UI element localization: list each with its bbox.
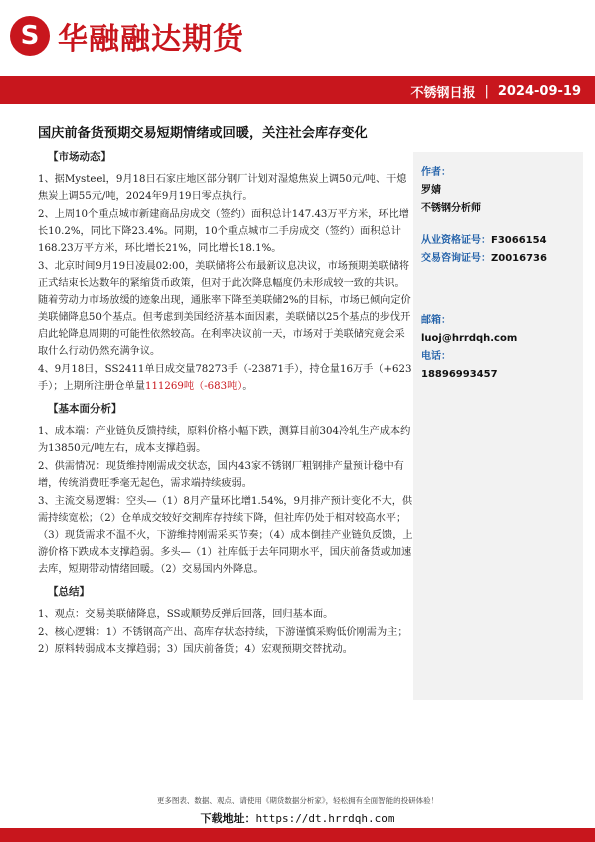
- market-item-3: 3、北京时间9月19日凌晨02:00，美联储将公布最新议息决议，市场预期美联储将正式结束长达数年的紧缩货币政策，但对于此次降息幅度仍未形成较一致的共识。随着劳动力市场放缓的迹象出现，通胀率下降至美联储2%的目标，市场已倾向定价美联储降息50个基点。但考虑到美国经济基本面因素，美联储以25个基点的步伐开启此轮降息周期的可能性依然较高。在利率决议前一天，市场对于美联储究竟会采取什么行动仍然充满争议。: [38, 261, 411, 357]
- market-item-4-prefix: 4、9月18日，SS2411单日成交量78273手（-23871手），持仓量16万手（+623手）；上期所注册仓单量: [38, 364, 412, 392]
- report-title: 国庆前备货预期交易短期情绪或回暖，关注社会库存变化: [38, 126, 368, 141]
- report-date: 2024-09-19: [497, 84, 581, 99]
- license-number: F3066154: [491, 235, 547, 246]
- license-label: 从业资格证号：: [421, 235, 491, 246]
- author-name: 罗婧: [421, 185, 441, 196]
- phone-label: 电话：: [421, 351, 451, 362]
- author-sidebar: [413, 152, 583, 700]
- consult-label: 交易咨询证号：: [421, 253, 491, 264]
- warehouse-receipt-highlight: 111269吨（-683吨）: [144, 381, 243, 392]
- summary-item-2: 2、核心逻辑：1）不锈钢高产出、高库存状态持续，下游谨慎采购低价刚需为主；2）原料转弱成本支撑趋弱；3）国庆前备货；4）宏观预期交替扰动。: [38, 627, 408, 655]
- section-heading-fundamental: 【基本面分析】: [48, 403, 122, 415]
- main-content: [38, 148, 413, 659]
- footer-note: 更多图表、数据、观点、请使用《期货数据分析家》，轻松拥有全面智能的投研体验！: [156, 796, 439, 805]
- fundamental-item-2: 2、供需情况：现货维持刚需成交状态，国内43家不锈钢厂粗钢排产量预计稳中有增，传统消费旺季毫无起色，需求端持续疲弱。: [38, 461, 404, 489]
- market-item-4: [38, 361, 413, 395]
- market-item-2: 2、上周10个重点城市新建商品房成交（签约）面积总计147.43万平方米，环比增长10.2%，同比下降23.4%。同期，10个重点城市二手房成交（签约）面积总计168.23万平方米，环比增长21%，同比增长18.1%。: [38, 209, 409, 254]
- phone-number: 18896993457: [421, 369, 498, 380]
- consult-number: Z0016736: [491, 253, 547, 264]
- section-heading-summary: 【总结】: [48, 586, 90, 598]
- author-title: 不锈钢分析师: [421, 203, 481, 214]
- license-row: [421, 232, 583, 250]
- report-type: 不锈钢日报: [410, 86, 476, 101]
- market-item-4-suffix: 。: [242, 381, 253, 392]
- footer-bar: [0, 828, 595, 842]
- banner-separator: |: [484, 84, 489, 99]
- fundamental-item-3: 3、主流交易逻辑：空头—（1）8月产量环比增1.54%，9月排产预计变化不大，供需持续宽松；（2）仓单成交较好交割库存持续下降，但社库仍处于相对较高水平；（3）现货需求不温不火，下游维持刚需采买节奏；（4）成本倒挂产业链负反馈，上游价格下跌成本支撑趋弱。多头—（1）社库低于去年同期水平，国庆前备货或加速去库，短期带动情绪回暖。（2）交易国内外降息。: [38, 496, 413, 575]
- download-label: 下载地址：: [200, 812, 256, 825]
- email-link[interactable]: luoj@hrrdqh.com: [421, 333, 518, 344]
- summary-item-1: 1、观点：交易美联储降息，SS或顺势反弹后回落，回归基本面。: [38, 609, 334, 620]
- author-label: 作者：: [421, 167, 451, 178]
- footer-download: [0, 810, 595, 826]
- section-heading-market: 【市场动态】: [48, 151, 111, 163]
- consult-row: [421, 250, 583, 268]
- market-item-1: 1、据Mysteel，9月18日石家庄地区部分钢厂计划对湿熄焦炭上调50元/吨、干熄焦炭上调55元/吨，2024年9月19日零点执行。: [38, 174, 407, 202]
- download-link[interactable]: https://dt.hrrdqh.com: [255, 811, 395, 825]
- fundamental-item-1: 1、成本端：产业链负反馈持续，原料价格小幅下跌，测算目前304冷轧生产成本约为13850元/吨左右，成本支撑趋弱。: [38, 426, 411, 454]
- report-banner: [0, 76, 595, 104]
- company-logo: [10, 14, 244, 58]
- company-name: 华融融达期货: [58, 22, 244, 57]
- email-label: 邮箱：: [421, 315, 451, 326]
- logo-icon: S: [10, 16, 50, 56]
